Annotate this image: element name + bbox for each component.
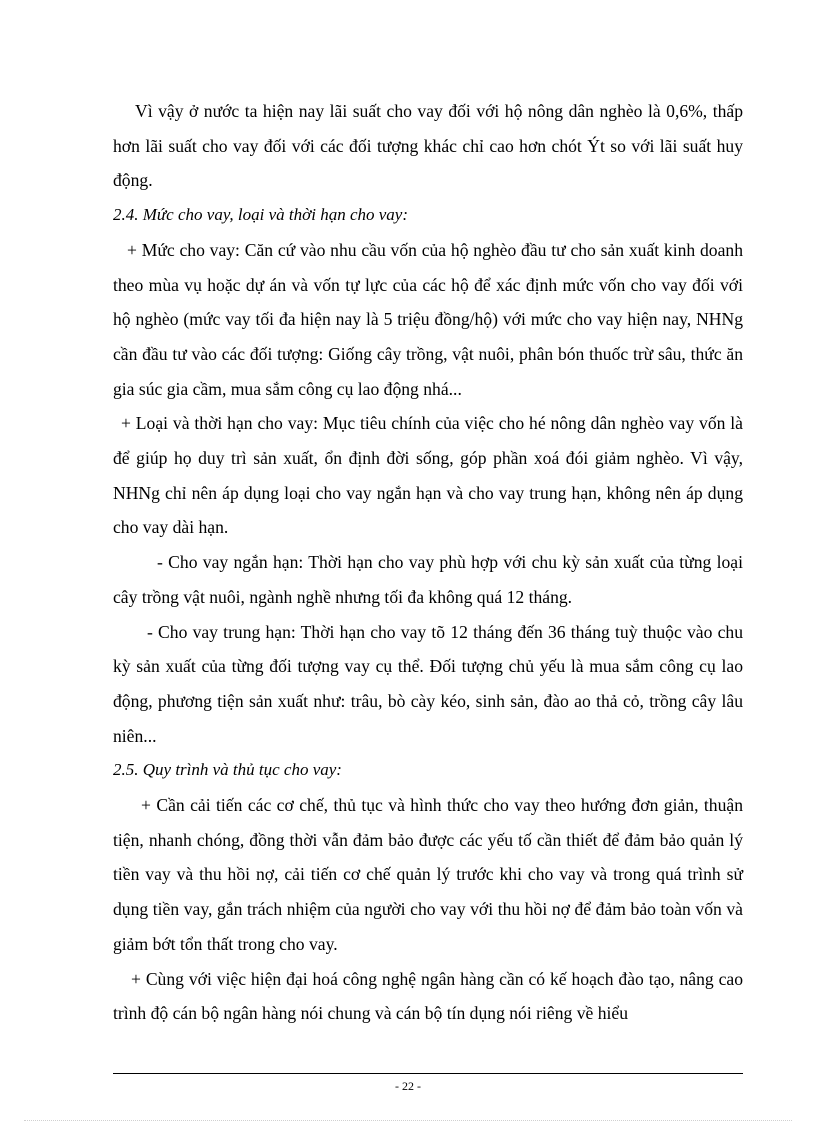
paragraph-loan-amount: + Mức cho vay: Căn cứ vào nhu cầu vốn của hộ nghèo đầu tư cho sản xuất kinh doanh theo mùa vụ hoặc dự án và vốn tự lực của các hộ để xác định mức vốn cho vay đối với hộ nghèo (mức vay tối đa hiện nay là 5 triệu đồng/hộ) với mức cho vay hiện nay, NHNg cần đầu tư vào các đối tượng: Giống cây trồng, vật nuôi, phân bón thuốc trừ sâu, thức ăn gia súc gia cầm, mua sắm công cụ lao động nhá... bbox=[113, 239, 743, 399]
paragraph-interest-rate: Vì vậy ở nước ta hiện nay lãi suất cho vay đối với hộ nông dân nghèo là 0,6%, thấp hơn lãi suất cho vay đối với các đối tượng khác chỉ cao hơn chót Ýt so với lãi suất huy động. bbox=[113, 101, 743, 191]
paragraph-procedure-reform: + Cần cải tiến các cơ chế, thủ tục và hình thức cho vay theo hướng đơn giản, thuận tiện, nhanh chóng, đồng thời vẫn đảm bảo được các yếu tố cần thiết để đảm bảo quản lý tiền vay và thu hồi nợ, cải tiến cơ chế quản lý trước khi cho vay và trong quá trình sử dụng tiền vay, gắn trách nhiệm của người cho vay với thu hồi nợ để đảm bảo toàn vốn và giảm bớt tổn thất trong cho vay. bbox=[113, 795, 743, 954]
paragraph-short-term-loan: - Cho vay ngắn hạn: Thời hạn cho vay phù hợp với chu kỳ sản xuất của từng loại cây trồng vật nuôi, ngành nghề nhưng tối đa không quá 12 tháng. bbox=[113, 552, 743, 607]
paragraph-bank-modernization: + Cùng với việc hiện đại hoá công nghệ ngân hàng cần có kế hoạch đào tạo, nâng cao trình độ cán bộ ngân hàng nói chung và cán bộ tín dụng nói riêng về hiểu bbox=[113, 968, 743, 1024]
paragraph-medium-term-loan: - Cho vay trung hạn: Thời hạn cho vay tõ 12 tháng đến 36 tháng tuỳ thuộc vào chu kỳ sản xuất của từng đối tượng vay cụ thể. Đối tượng chủ yếu là mua sắm công cụ lao động, phương tiện sản xuất như: trâu, bò cày kéo, sinh sản, đào ao thả cỏ, trồng cây lâu niên... bbox=[113, 621, 743, 746]
paragraph-loan-type-term: + Loại và thời hạn cho vay: Mục tiêu chính của việc cho hé nông dân nghèo vay vốn là để giúp họ duy trì sản xuất, ổn định đời sống, góp phần xoá đói giảm nghèo. Vì vậy, NHNg chỉ nên áp dụng loại cho vay ngắn hạn và cho vay trung hạn, không nên áp dụng cho vay dài hạn. bbox=[113, 413, 743, 538]
document-body bbox=[113, 94, 743, 1031]
page-bottom-edge bbox=[24, 1120, 792, 1121]
page-number: - 22 - bbox=[395, 1079, 421, 1093]
footer-divider bbox=[113, 1073, 743, 1074]
section-heading-2-5: 2.5. Quy trình và thủ tục cho vay: bbox=[113, 760, 342, 780]
section-heading-2-4: 2.4. Mức cho vay, loại và thời hạn cho vay: bbox=[113, 205, 408, 225]
